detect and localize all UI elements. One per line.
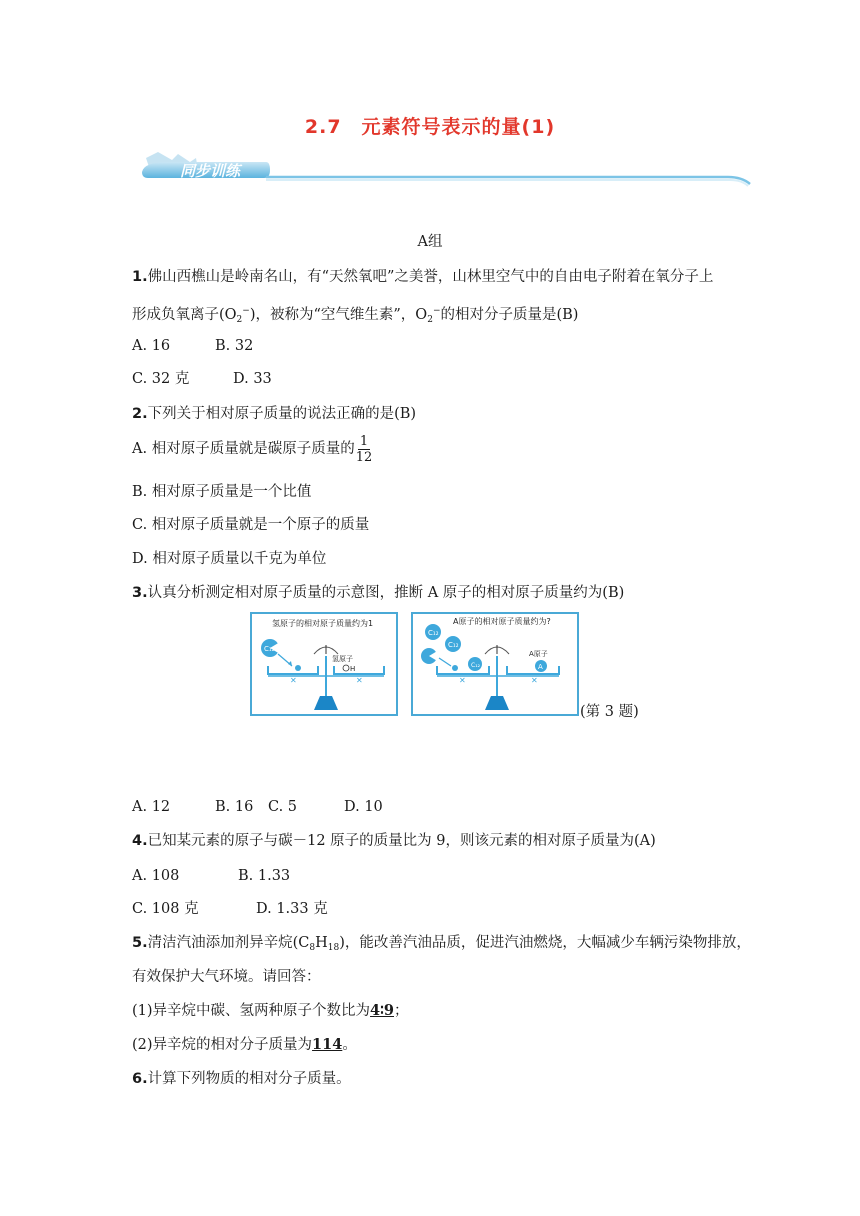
- q4-option-c: C. 108 克: [132, 901, 199, 917]
- q5-line2: 有效保护大气环境。请回答：: [132, 969, 321, 985]
- fig2-caption: A原子的相对原子质量约为?: [453, 617, 551, 626]
- q6-stem: [132, 1069, 351, 1089]
- q4-option-d: D. 1.33 克: [256, 901, 328, 917]
- q5-part2: [132, 1035, 357, 1055]
- q1-text-c: 的相对分子质量是(B): [440, 307, 579, 323]
- q3-number: 3.: [132, 585, 148, 601]
- page-title: 2.7 元素符号表示的量(1): [304, 116, 556, 138]
- q2-option-a: [132, 432, 372, 466]
- q3-text: 认真分析测定相对原子质量的示意图，推断 A 原子的相对原子质量约为(B): [147, 585, 625, 601]
- q1-number: 1.: [132, 269, 148, 285]
- q1-sub: 2: [236, 315, 243, 325]
- q2-option-c: C. 相对原子质量就是一个原子的质量: [132, 517, 370, 533]
- q3-stem: [132, 583, 624, 603]
- svg-text:✕: ✕: [531, 676, 538, 685]
- balance-figure-hydrogen: [250, 612, 398, 716]
- q4-option-a: A. 108: [132, 868, 180, 884]
- q5-text-a: 清洁汽油添加剂异辛烷(C: [147, 935, 310, 951]
- svg-text:A原子: A原子: [529, 650, 548, 658]
- svg-text:H: H: [350, 665, 356, 673]
- q2-option-b: B. 相对原子质量是一个比值: [132, 484, 312, 500]
- q2-number: 2.: [132, 406, 148, 422]
- q1-sup: −: [242, 306, 250, 316]
- svg-text:C₁₂: C₁₂: [264, 645, 275, 653]
- q3-option-d: D. 10: [344, 799, 383, 815]
- q5-sub2: 18: [327, 943, 340, 953]
- q5-part2-end: 。: [342, 1037, 357, 1053]
- q3-option-b: B. 16: [215, 799, 254, 815]
- q4-text: 已知某元素的原子与碳－12 原子的质量比为 9，则该元素的相对原子质量为(A): [147, 833, 656, 849]
- fraction-denominator: 12: [355, 449, 373, 465]
- q1-sup-2: −: [432, 306, 441, 316]
- q5-part1-text: (1)异辛烷中碳、氢两种原子个数比为: [132, 1003, 371, 1019]
- q1-option-b: B. 32: [215, 338, 254, 354]
- q5-text-b: H: [315, 935, 328, 951]
- q1-text: 佛山西樵山是岭南名山，有“天然氧吧”之美誉，山林里空气中的自由电子附着在氧分子上: [147, 269, 714, 285]
- q1-option-a: A. 16: [132, 338, 171, 354]
- q1-line1: [132, 267, 713, 287]
- section-heading: A组: [417, 234, 443, 250]
- q5-part2-text: (2)异辛烷的相对分子质量为: [132, 1037, 313, 1053]
- hydrogen-atom-icon: [343, 665, 349, 671]
- balance-figure-a-atom: [411, 612, 579, 716]
- q5-part1: [132, 1001, 409, 1021]
- fraction: [356, 434, 373, 465]
- small-piece-icon: [295, 665, 301, 671]
- q1-option-c: C. 32 克: [132, 371, 190, 387]
- q4-number: 4.: [132, 833, 148, 849]
- svg-text:✕: ✕: [290, 676, 297, 685]
- q5-part1-end: ；: [394, 1003, 409, 1019]
- fig1-caption: 氢原子的相对原子质量约为1: [272, 619, 374, 628]
- fraction-numerator: 1: [359, 433, 369, 449]
- svg-text:✕: ✕: [356, 676, 363, 685]
- scale-base-icon: [314, 696, 338, 710]
- q5-line1: [132, 933, 751, 958]
- q1-line2: [132, 301, 578, 330]
- svg-text:✕: ✕: [459, 676, 466, 685]
- q6-number: 6.: [132, 1071, 148, 1087]
- q5-part2-answer: 114: [312, 1036, 343, 1053]
- q4-option-b: B. 1.33: [238, 868, 291, 884]
- banner-label: 同步训练: [180, 162, 241, 180]
- q3-option-a: A. 12: [132, 799, 171, 815]
- q2-option-d: D. 相对原子质量以千克为单位: [132, 551, 327, 567]
- q5-sub1: 8: [309, 943, 316, 953]
- q3-option-c: C. 5: [268, 799, 298, 815]
- q6-text: 计算下列物质的相对分子质量。: [147, 1071, 351, 1087]
- q2-option-a-text: A. 相对原子质量就是碳原子质量的: [132, 441, 355, 457]
- q1-text-b: )，被称为“空气维生素”，O: [249, 307, 428, 323]
- q1-sub-2: 2: [427, 315, 433, 325]
- svg-text:氢原子: 氢原子: [332, 655, 353, 663]
- q4-stem: [132, 831, 656, 851]
- q2-text: 下列关于相对原子质量的说法正确的是(B): [147, 406, 417, 422]
- q5-part1-answer: 4∶9: [370, 1002, 394, 1019]
- svg-text:C₁₂: C₁₂: [428, 629, 439, 637]
- q3-figure-label: (第 3 题): [580, 704, 639, 720]
- q2-stem: [132, 404, 416, 424]
- q5-text-c: )，能改善汽油品质，促进汽油燃烧，大幅减少车辆污染物排放，: [339, 935, 751, 951]
- q1-option-d: D. 33: [233, 371, 272, 387]
- banner-graphic: [138, 150, 758, 190]
- q5-number: 5.: [132, 935, 148, 951]
- section-banner: [138, 150, 758, 190]
- q1-text-a: 形成负氧离子(O: [132, 307, 237, 323]
- scale-base-icon-2: [485, 696, 509, 710]
- svg-text:A: A: [538, 663, 543, 671]
- svg-text:C₁₂: C₁₂: [448, 641, 459, 649]
- svg-text:C₁₂: C₁₂: [471, 662, 480, 669]
